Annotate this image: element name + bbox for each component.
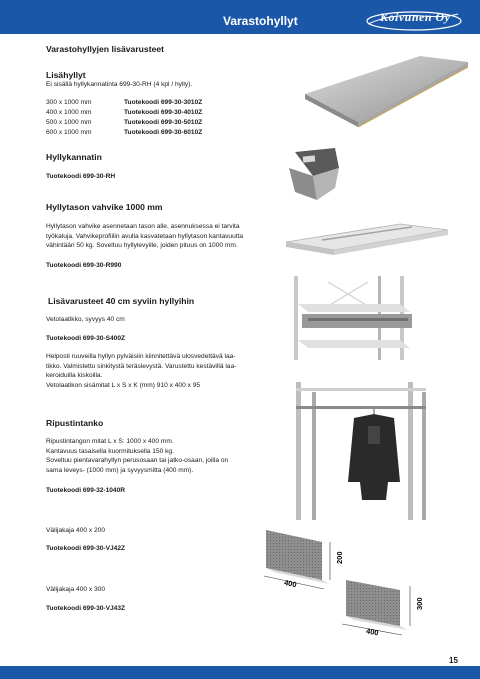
header-bar xyxy=(0,0,480,34)
ripustintanko-code: Tuotekoodi 699-32-1040R xyxy=(46,487,126,494)
dim-label-200: 200 xyxy=(335,551,344,564)
lisahyllyt-code: Tuotekoodi 699-30-6010Z xyxy=(124,129,203,136)
dim-label-400: 400 xyxy=(365,626,380,638)
lisahyllyt-size: 600 x 1000 mm xyxy=(46,129,92,136)
lisavarusteet-code: Tuotekoodi 699-30-S400Z xyxy=(46,335,126,342)
vahvike-text: Hyllytason vahvike asennetaan tason alle, asennuksessa ei tarvita xyxy=(46,223,240,230)
section-heading-lisahyllyt: Lisähyllyt xyxy=(46,70,86,80)
lisahyllyt-code: Tuotekoodi 699-30-5010Z xyxy=(124,119,203,126)
shelf-reinforcement-image xyxy=(282,218,452,258)
lisavarusteet-item: Vetolaatikko, syvyys 40 cm xyxy=(46,316,125,323)
lisavarusteet-text: Helposti ruuveilla hyllyn pylväisiin kiinnitettävä ulosvedettävä laa- xyxy=(46,353,236,360)
lisahyllyt-intro: Ei sisällä hyllykannatinta 699-30-RH (4 kpl / hylly). xyxy=(46,81,193,88)
footer-bar xyxy=(0,666,480,679)
ripustintanko-text: Soveltuu pientavarahyllyn perusosaan tai jatko-osaan, joilla on xyxy=(46,457,229,464)
dim-label-300: 300 xyxy=(415,597,424,610)
lisahyllyt-code: Tuotekoodi 699-30-4010Z xyxy=(124,109,203,116)
lisahyllyt-size: 400 x 1000 mm xyxy=(46,109,92,116)
dim-label-400: 400 xyxy=(283,577,298,590)
lisavarusteet-text: keroiduilla kiskoilla. xyxy=(46,372,103,379)
valijakaja200-label: Välijakaja 400 x 200 xyxy=(46,527,106,534)
shelf-bracket-image xyxy=(283,146,343,206)
shelf-panel-image xyxy=(300,50,470,130)
page-title: Varastohyllyjen lisävarusteet xyxy=(46,44,164,54)
valijakaja300-code: Tuotekoodi 699-30-VJ43Z xyxy=(46,605,126,612)
drawer-shelf-image xyxy=(288,276,428,360)
vahvike-text: työkaluja. Vahvikeprofiilin avulla kasvatetaan hyllytason kantavuutta xyxy=(46,232,244,240)
lisahyllyt-size: 300 x 1000 mm xyxy=(46,99,92,106)
vahvike-text: vähintään 50 kg. Soveltuu hyllylevyille, joiden pituus on 1000 mm. xyxy=(46,242,238,249)
company-logo xyxy=(362,9,462,31)
section-heading-ripustintanko: Ripustintanko xyxy=(46,418,104,428)
section-heading-lisavarusteet: Lisävarusteet 40 cm syviin hyllyihin xyxy=(48,296,195,306)
ripustintanko-text: Kantavuus tasaisella kuormituksella 150 kg. xyxy=(46,447,174,455)
page-number: 15 xyxy=(449,656,458,665)
lisahyllyt-code: Tuotekoodi 699-30-3010Z xyxy=(124,99,203,106)
lisahyllyt-size: 500 x 1000 mm xyxy=(46,119,92,126)
hanging-rod-image xyxy=(288,382,438,522)
hyllykannatin-code: Tuotekoodi 699-30-RH xyxy=(46,173,116,180)
lisavarusteet-text: Vetolaatikon sisämitat L x S x K (mm) 910 x 400 x 95 xyxy=(46,381,201,389)
vahvike-code: Tuotekoodi 699-30-R990 xyxy=(46,262,122,269)
ripustintanko-text: sama leveys- (1000 mm) ja syvyysmitta (400 mm). xyxy=(46,466,194,474)
lisavarusteet-text: tikko. Valmistettu sinkitystä teräslevystä. Varustettu kestävillä laa- xyxy=(46,362,237,370)
valijakaja200-code: Tuotekoodi 699-30-VJ42Z xyxy=(46,545,126,552)
section-heading-hyllykannatin: Hyllykannatin xyxy=(46,152,102,162)
valijakaja300-label: Välijakaja 400 x 300 xyxy=(46,586,106,593)
ripustintanko-text: Ripustintangon mitat L x S: 1000 x 400 mm. xyxy=(46,438,174,445)
header-title: Varastohyllyt xyxy=(223,14,298,28)
divider-200-image xyxy=(260,524,350,598)
divider-300-image xyxy=(338,578,428,644)
section-heading-vahvike: Hyllytason vahvike 1000 mm xyxy=(46,202,163,212)
logo-text: Koivunen Oy xyxy=(380,10,451,24)
